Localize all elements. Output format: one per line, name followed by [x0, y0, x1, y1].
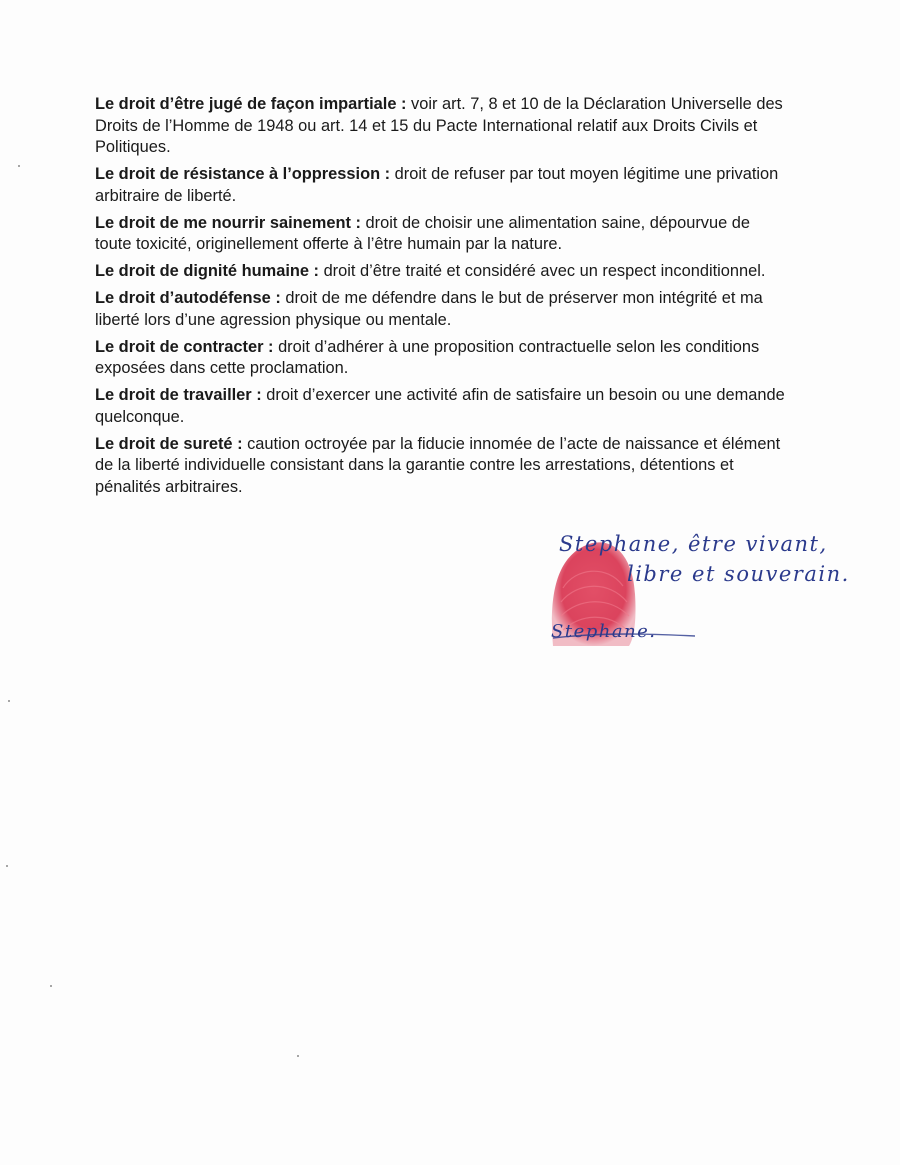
signature-line-1: Stephane, être vivant, [559, 532, 828, 556]
paragraph-contract [95, 337, 785, 380]
paragraph-resistance [95, 164, 785, 207]
term-description: caution octroyée par la fiducie innomée de l’acte de naissance et élément de la liberté individuelle consistant dans la garantie contre les arrestations, détentions et pénalités arbitraires. [95, 434, 781, 496]
term-label: Le droit de travailler : [95, 386, 262, 404]
term-description: droit de refuser par tout moyen légitime une privation arbitraire de liberté. [95, 165, 779, 205]
document-body [95, 94, 785, 504]
term-description: droit de choisir une alimentation saine, dépourvue de toute toxicité, originellement offerte à l’être humain par la nature. [95, 213, 751, 253]
term-description: voir art. 7, 8 et 10 de la Déclaration Universelle des Droits de l’Homme de 1948 ou art. 14 et 15 du Pacte International relatif aux Droits Civils et Politiques. [95, 95, 783, 156]
term-description: droit d’adhérer à une proposition contractuelle selon les conditions exposées dans cette proclamation. [95, 337, 760, 377]
signature-block [545, 528, 885, 658]
term-label: Le droit de sureté : [95, 434, 243, 453]
term-label: Le droit d’être jugé de façon impartiale : [95, 95, 407, 113]
paragraph-nutrition [95, 213, 785, 256]
paragraph-impartial-judgment [95, 94, 785, 159]
signature-name: Stephane. [551, 621, 657, 642]
paragraph-safety [95, 434, 785, 499]
term-description: droit d’exercer une activité afin de satisfaire un besoin ou une demande quelconque. [95, 386, 785, 426]
scan-speck [18, 165, 20, 167]
term-description: droit de me défendre dans le but de préserver mon intégrité et ma liberté lors d’une agression physique ou mentale. [95, 289, 763, 329]
scan-speck [50, 985, 52, 987]
paragraph-dignity [95, 261, 785, 283]
term-label: Le droit de me nourrir sainement : [95, 213, 361, 232]
term-description: droit d’être traité et considéré avec un respect inconditionnel. [319, 262, 766, 280]
term-label: Le droit d’autodéfense : [95, 289, 281, 307]
term-label: Le droit de dignité humaine : [95, 262, 320, 280]
scan-speck [297, 1055, 299, 1057]
scan-speck [6, 865, 8, 867]
term-label: Le droit de contracter : [95, 337, 274, 356]
scan-speck [8, 700, 10, 702]
paragraph-work [95, 385, 785, 428]
signature-line-2: libre et souverain. [627, 562, 850, 586]
term-label: Le droit de résistance à l’oppression : [95, 165, 391, 183]
paragraph-self-defense [95, 288, 785, 331]
